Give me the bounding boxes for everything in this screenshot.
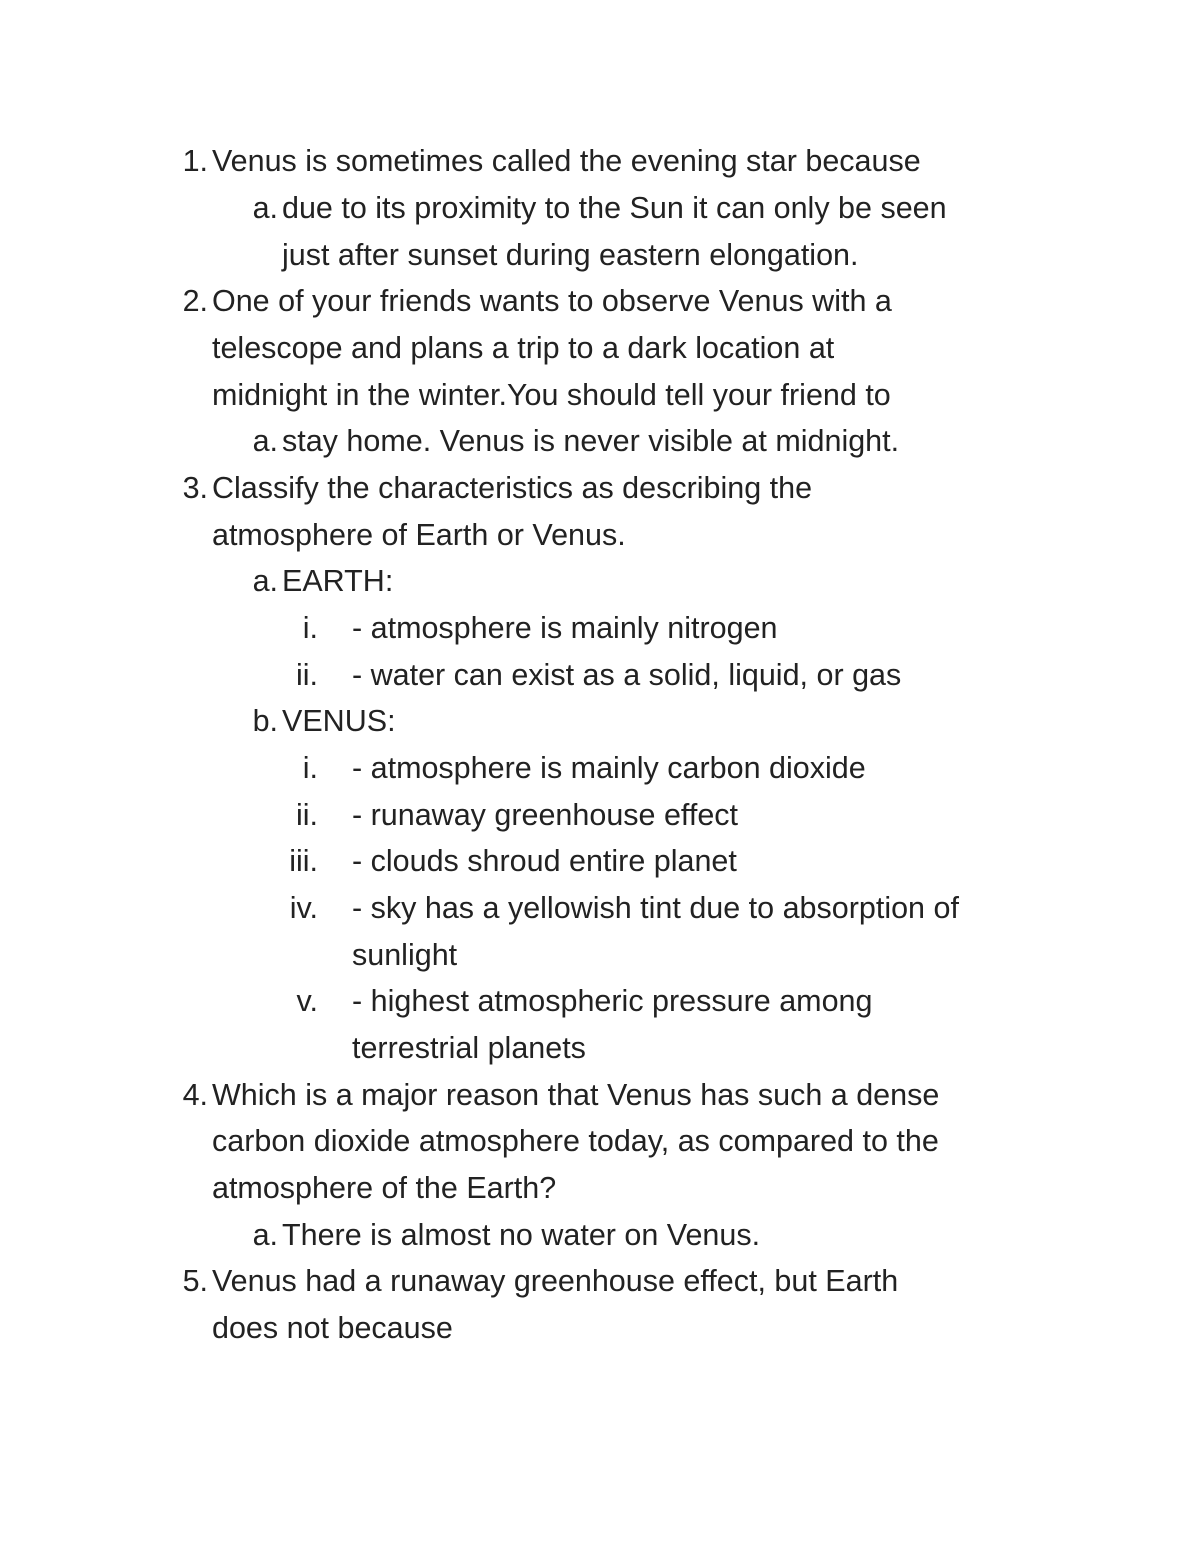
answer-marker: a. xyxy=(252,564,278,598)
answer-text: stay home. Venus is never visible at midnight. xyxy=(282,424,900,458)
answer-text: just after sunset during eastern elongation. xyxy=(282,238,859,272)
subitem-text: - atmosphere is mainly carbon dioxide xyxy=(352,751,866,785)
question-number: 1. xyxy=(182,144,208,178)
subitem-marker: i. xyxy=(302,751,318,785)
subitem-text: - clouds shroud entire planet xyxy=(352,844,737,878)
question-number: 4. xyxy=(182,1078,208,1112)
subitem-text: terrestrial planets xyxy=(352,1031,586,1065)
question-text: atmosphere of the Earth? xyxy=(212,1171,557,1205)
answer-text: There is almost no water on Venus. xyxy=(282,1218,761,1252)
question-text: Venus is sometimes called the evening star because xyxy=(212,144,921,178)
subitem-text: - runaway greenhouse effect xyxy=(352,798,739,832)
answer-heading-venus: VENUS: xyxy=(282,704,396,738)
subitem-text: sunlight xyxy=(352,938,458,972)
question-text: telescope and plans a trip to a dark location at xyxy=(212,331,835,365)
question-text: carbon dioxide atmosphere today, as compared to the xyxy=(212,1124,939,1158)
answer-text: due to its proximity to the Sun it can only be seen xyxy=(282,191,947,225)
answer-heading-earth: EARTH: xyxy=(282,564,394,598)
question-text: atmosphere of Earth or Venus. xyxy=(212,518,626,552)
question-text: does not because xyxy=(212,1311,453,1345)
question-number: 5. xyxy=(182,1264,208,1298)
subitem-marker: iii. xyxy=(289,844,318,878)
question-number: 2. xyxy=(182,284,208,318)
subitem-text: - sky has a yellowish tint due to absorption of xyxy=(352,891,959,925)
subitem-text: - water can exist as a solid, liquid, or gas xyxy=(352,658,902,692)
subitem-marker: iv. xyxy=(289,891,318,925)
question-text: Which is a major reason that Venus has such a dense xyxy=(212,1078,940,1112)
subitem-marker: v. xyxy=(296,984,318,1018)
question-number: 3. xyxy=(182,471,208,505)
answer-marker: b. xyxy=(252,704,278,738)
subitem-text: - atmosphere is mainly nitrogen xyxy=(352,611,778,645)
question-text: Classify the characteristics as describing the xyxy=(212,471,813,505)
question-text: One of your friends wants to observe Venus with a xyxy=(212,284,892,318)
answer-marker: a. xyxy=(252,424,278,458)
question-text: midnight in the winter.You should tell your friend to xyxy=(212,378,891,412)
answer-marker: a. xyxy=(252,191,278,225)
subitem-marker: ii. xyxy=(295,798,318,832)
subitem-marker: ii. xyxy=(295,658,318,692)
question-text: Venus had a runaway greenhouse effect, but Earth xyxy=(212,1264,899,1298)
subitem-marker: i. xyxy=(302,611,318,645)
answer-marker: a. xyxy=(252,1218,278,1252)
subitem-text: - highest atmospheric pressure among xyxy=(352,984,873,1018)
